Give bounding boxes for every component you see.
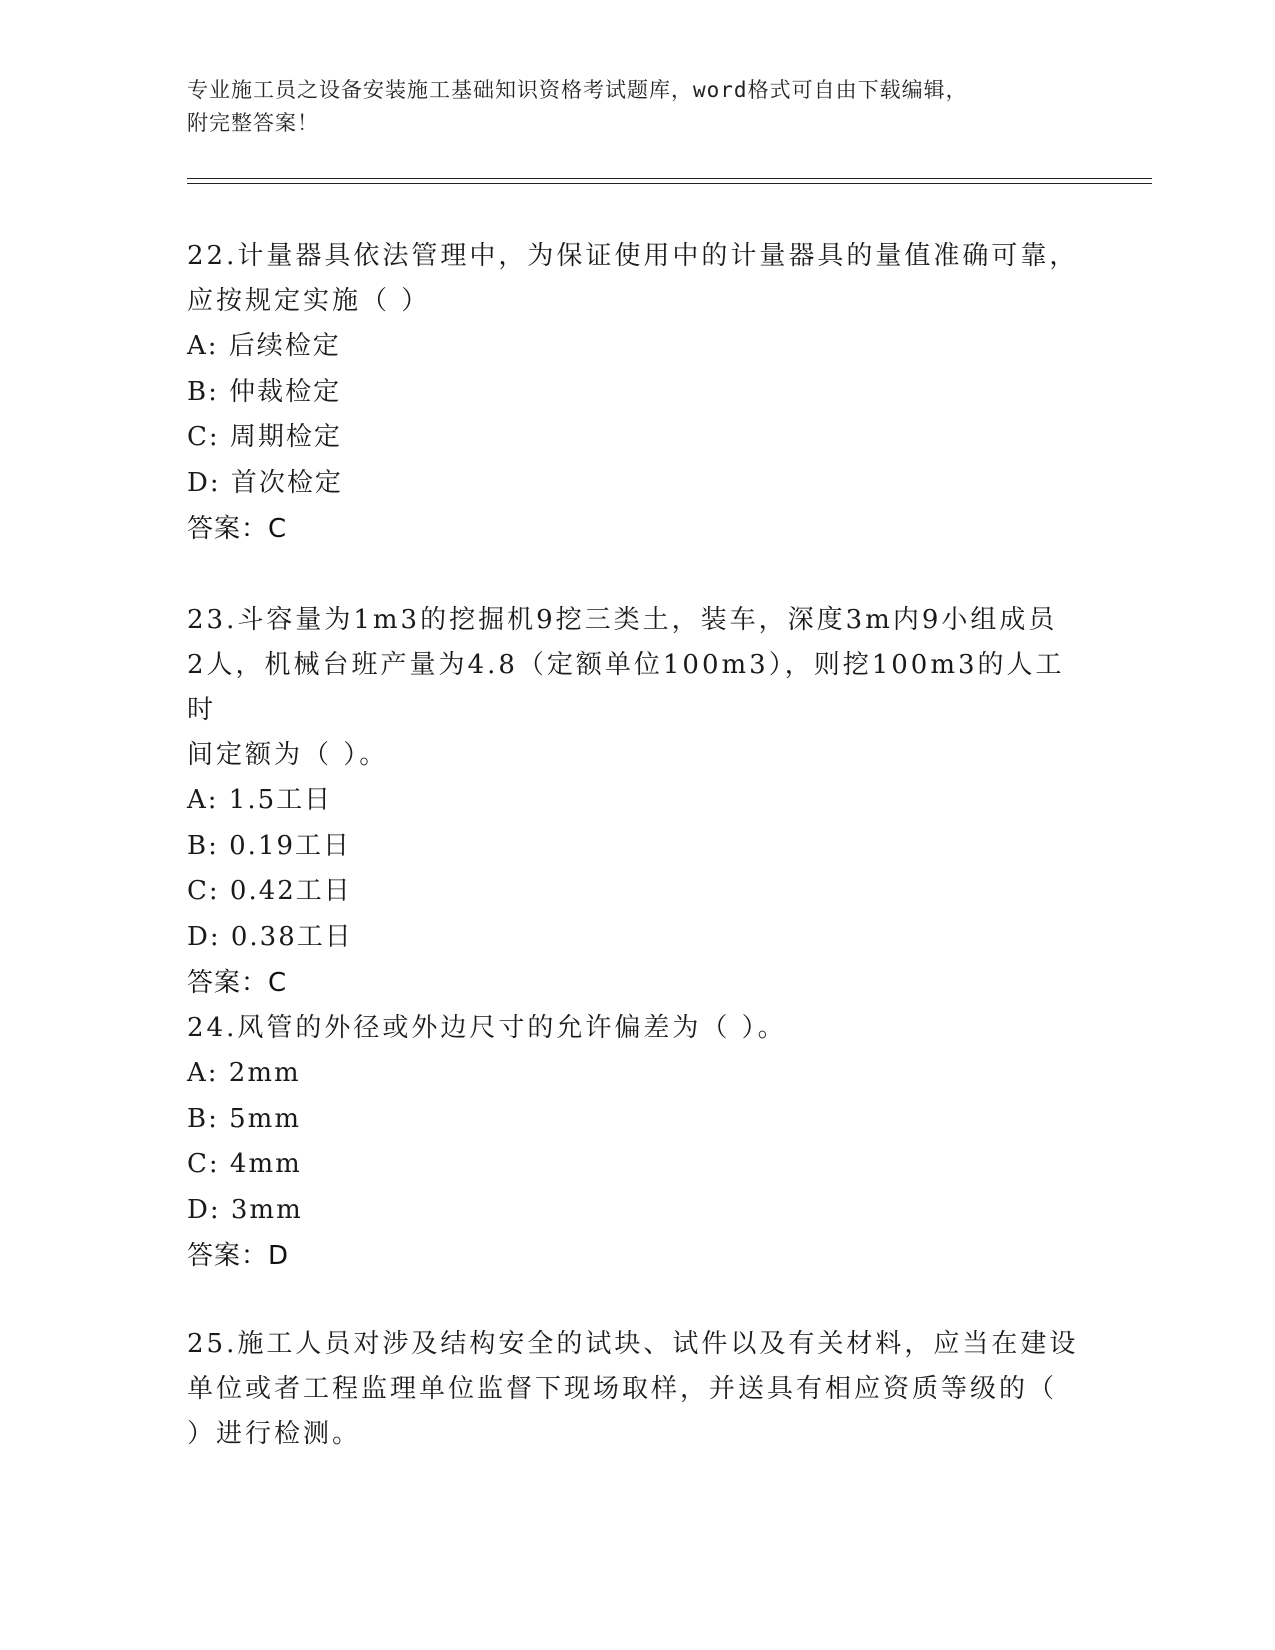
- answer-line: 答案：D: [187, 1241, 290, 1271]
- stem-line: 2人，机械台班产量为4.8（定额单位100m3），则挖100m3的人工时: [187, 650, 1065, 725]
- question-stem: [187, 1006, 1087, 1051]
- question-22: [187, 234, 1087, 552]
- option-c: C: 周期检定: [187, 422, 342, 452]
- option-a: A: 2mm: [187, 1058, 301, 1088]
- option-c: C: 0.42工日: [187, 876, 352, 906]
- stem-line: 23.斗容量为1m3的挖掘机9挖三类土，装车，深度3m内9小组成员: [187, 605, 1058, 635]
- question-25: [187, 1322, 1087, 1457]
- stem-line: 间定额为（ ）。: [187, 740, 389, 770]
- question-stem: [187, 234, 1087, 324]
- option-a: A: 1.5工日: [187, 785, 333, 815]
- question-stem: [187, 598, 1087, 778]
- option-d: D: 首次检定: [187, 467, 343, 498]
- question-24: [187, 1006, 1087, 1279]
- stem-line: 单位或者工程监理单位监督下现场取样，并送具有相应资质等级的（: [187, 1374, 1058, 1404]
- stem-line: 22.计量器具依法管理中，为保证使用中的计量器具的量值准确可靠，: [187, 241, 1079, 271]
- stem-line: 24.风管的外径或外边尺寸的允许偏差为（ ）。: [187, 1013, 787, 1043]
- option-d: D: 0.38工日: [187, 921, 353, 952]
- header-divider-bottom: [187, 183, 1152, 184]
- option-b: B: 仲裁检定: [187, 376, 342, 407]
- option-c: C: 4mm: [187, 1149, 302, 1179]
- question-stem: [187, 1322, 1087, 1457]
- answer-line: 答案：C: [187, 514, 288, 544]
- option-d: D: 3mm: [187, 1194, 303, 1225]
- header-line-2: 附完整答案！: [187, 111, 319, 135]
- option-b: B: 0.19工日: [187, 830, 352, 861]
- question-23: [187, 598, 1087, 1006]
- option-b: B: 5mm: [187, 1103, 301, 1134]
- header-divider-top: [187, 178, 1152, 179]
- option-a: A: 后续检定: [187, 331, 341, 361]
- answer-line: 答案：C: [187, 968, 288, 998]
- document-header: [187, 74, 1087, 140]
- stem-line: 应按规定实施（ ）: [187, 286, 431, 316]
- stem-line: 25.施工人员对涉及结构安全的试块、试件以及有关材料，应当在建设: [187, 1329, 1079, 1359]
- stem-line: ）进行检测。: [187, 1419, 362, 1449]
- header-line-1: 专业施工员之设备安装施工基础知识资格考试题库，word格式可自由下载编辑，: [187, 78, 968, 102]
